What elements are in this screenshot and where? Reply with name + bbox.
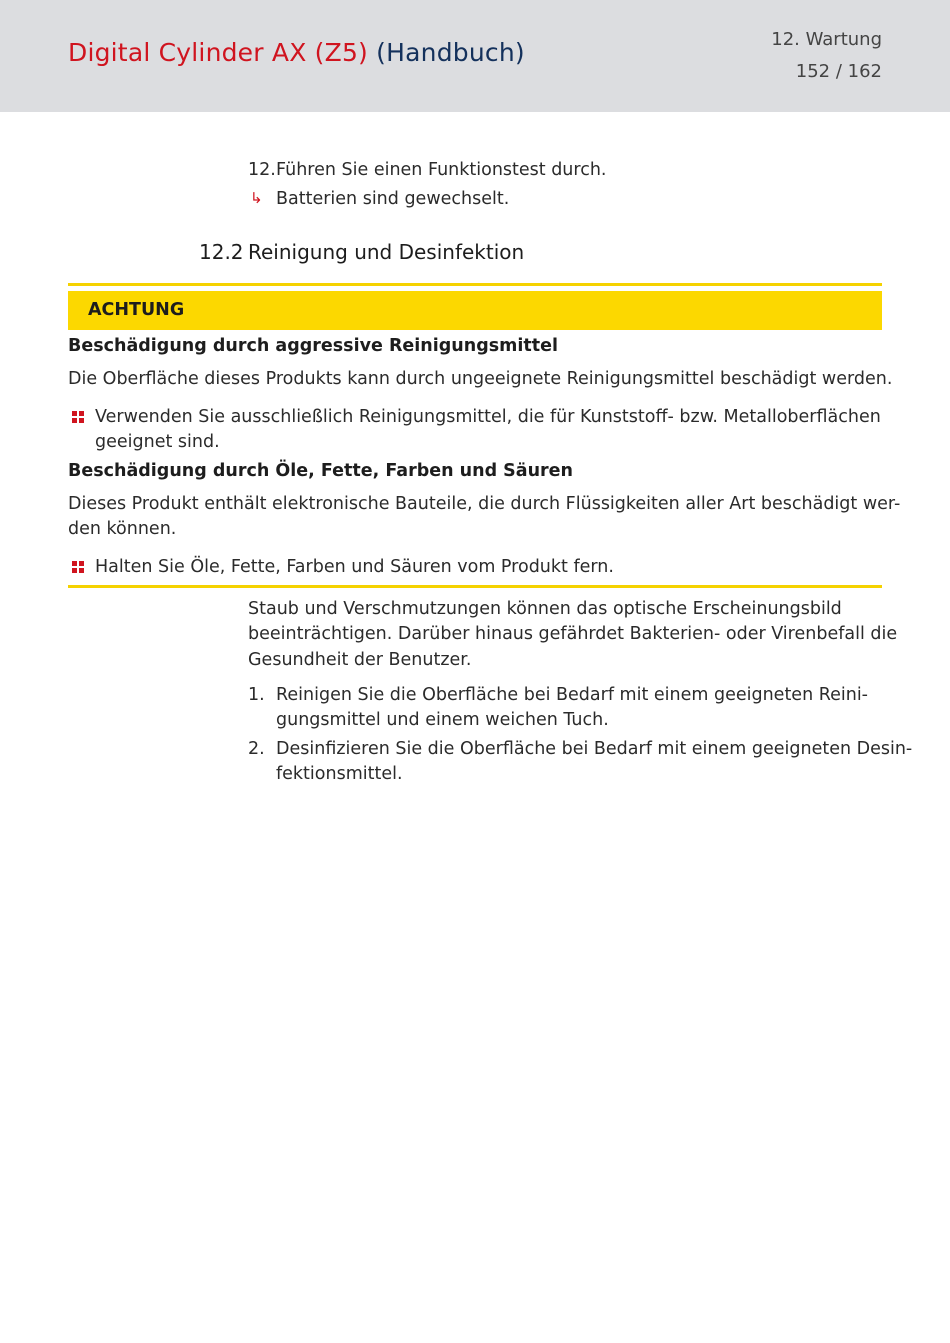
action-bullet-icon — [72, 411, 84, 423]
warning-banner — [68, 291, 882, 330]
document-title — [68, 38, 525, 67]
page-header — [0, 0, 950, 112]
warning-bottom-rule — [68, 585, 882, 588]
intro-line: Gesundheit der Benutzer. — [248, 650, 472, 670]
result-arrow-icon: ↳ — [250, 189, 263, 207]
document-title-suffix: (Handbuch) — [376, 38, 525, 67]
warning-action-line: Halten Sie Öle, Fette, Farben und Säuren vom Produkt fern. — [95, 557, 614, 577]
warning-heading: Beschädigung durch Öle, Fette, Farben und Säuren — [68, 461, 574, 481]
warning-body-line: Die Oberfläche dieses Produkts kann durch ungeeignete Reinigungsmittel beschädigt werden. — [68, 369, 893, 389]
warning-heading: Beschädigung durch aggressive Reinigungsmittel — [68, 336, 558, 356]
step-text: Führen Sie einen Funktionstest durch. — [276, 160, 607, 180]
warning-top-rule — [68, 283, 882, 286]
warning-body-line: Dieses Produkt enthält elektronische Bauteile, die durch Flüssigkeiten aller Art beschädigt wer- — [68, 494, 901, 514]
warning-action-line: Verwenden Sie ausschließlich Reinigungsmittel, die für Kunststoff- bzw. Metalloberflächen — [95, 407, 881, 427]
warning-label: ACHTUNG — [88, 300, 185, 320]
step-number: 2. — [248, 739, 265, 759]
action-bullet-icon — [72, 561, 84, 573]
document-title-product: Digital Cylinder AX (Z5) — [68, 38, 369, 67]
step-number: 12. — [248, 160, 276, 180]
chapter-label: 12. Wartung — [771, 29, 882, 50]
step-line: fektionsmittel. — [276, 764, 403, 784]
step-line: Desinfizieren Sie die Oberfläche bei Bedarf mit einem geeigneten Desin- — [276, 739, 913, 759]
section-title: Reinigung und Desinfektion — [248, 240, 525, 264]
step-line: Reinigen Sie die Oberfläche bei Bedarf mit einem geeigneten Reini- — [276, 685, 868, 705]
section-number: 12.2 — [199, 240, 244, 264]
intro-line: beeinträchtigen. Darüber hinaus gefährdet Bakterien- oder Virenbefall die — [248, 624, 898, 644]
page-number: 152 / 162 — [795, 61, 882, 82]
result-text: Batterien sind gewechselt. — [276, 189, 510, 209]
warning-action-line: geeignet sind. — [95, 432, 220, 452]
step-number: 1. — [248, 685, 265, 705]
intro-line: Staub und Verschmutzungen können das optische Erscheinungsbild — [248, 599, 842, 619]
warning-body-line: den können. — [68, 519, 177, 539]
step-line: gungsmittel und einem weichen Tuch. — [276, 710, 609, 730]
